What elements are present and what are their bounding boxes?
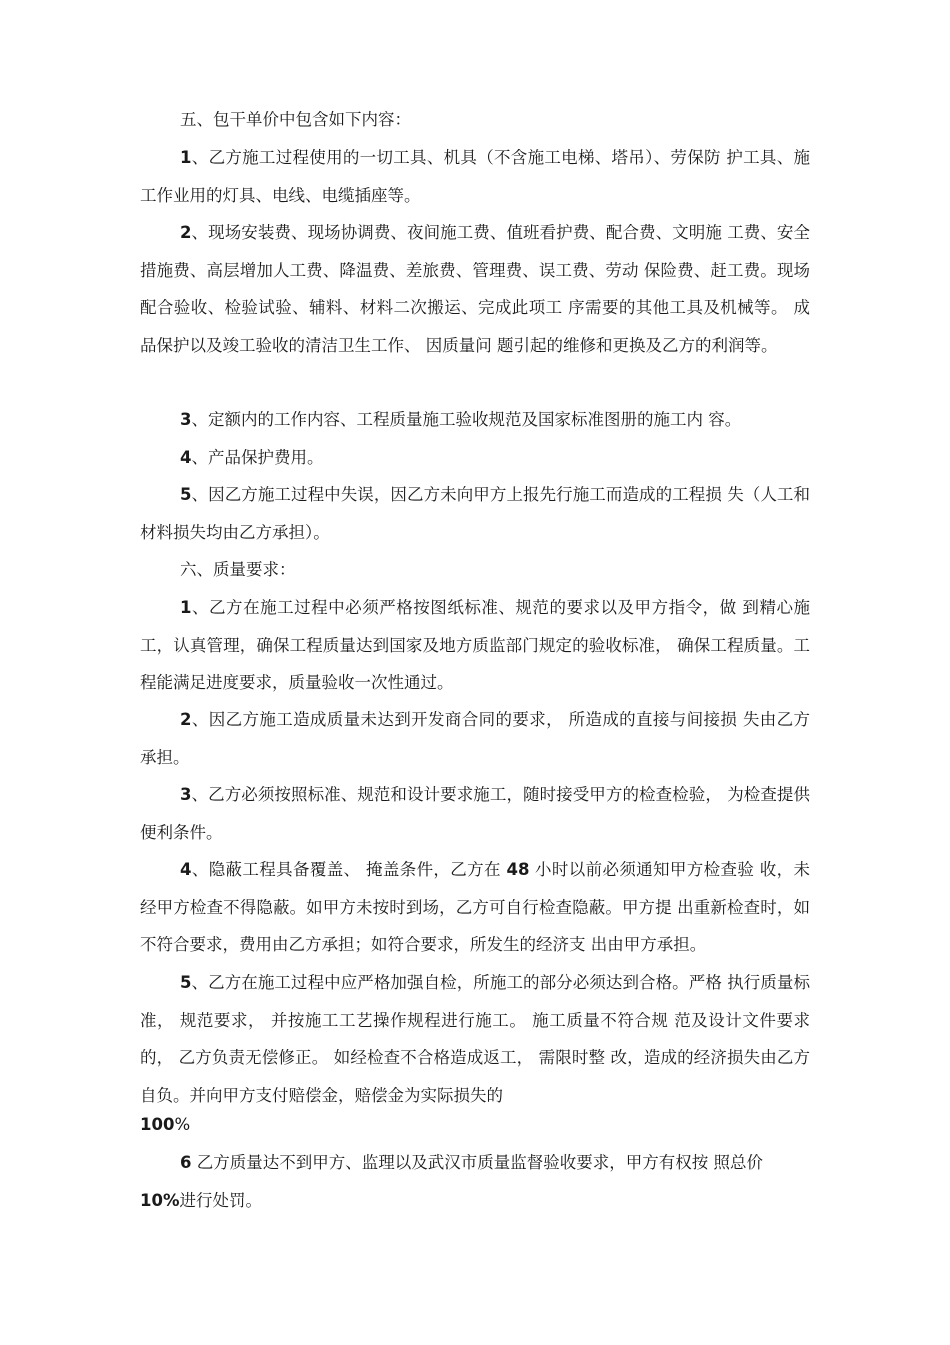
section5-heading — [140, 101, 810, 139]
item-text: 、现场安装费、现场协调费、夜间施工费、值班看护费、配合费、文明施 工费、安全措施费、高层增加人工费、降温费、差旅费、管理费、误工费、劳动 保险费、赶工费。现场配合验收、检验试验、辅料、材料二次搬运、完成此项工 序需要的其他工具及机械等。 成品保护以及竣工验收的清洁卫生工作、 因质量问 题引起的维修和更换及乙方的利润等。 — [140, 223, 810, 355]
item-text: 乙方质量达不到甲方、监理以及武汉市质量监督验收要求，甲方有权按 照总价 — [191, 1153, 763, 1172]
item-number: 4 — [180, 860, 192, 879]
penalty-percentage: 10% — [140, 1191, 180, 1210]
section5-item-1 — [140, 139, 810, 214]
item-number: 1 — [180, 148, 192, 167]
section6-item-2 — [140, 701, 810, 776]
section5-heading-text: 五、包干单价中包含如下内容： — [180, 110, 411, 129]
percentage-line — [140, 1114, 190, 1136]
percentage-value: 100 — [140, 1115, 175, 1134]
section6-heading-text: 六、质量要求： — [180, 560, 296, 579]
item-number: 5 — [180, 973, 192, 992]
item-number: 6 — [180, 1153, 192, 1172]
section6-item-4 — [140, 851, 810, 964]
item-text: 、乙方施工过程使用的一切工具、机具（不含施工电梯、塔吊）、劳保防 护工具、施工作业用的灯具、电线、电缆插座等。 — [140, 148, 810, 205]
penalty-text: 进行处罚。 — [179, 1191, 262, 1210]
section5-item-3 — [140, 401, 810, 439]
section5-item-2 — [140, 214, 810, 364]
item-number: 3 — [180, 785, 192, 804]
item-text: 小时以前必须通知甲方检查验 收，未经甲方检查不得隐蔽。如甲方未按时到场，乙方可自行检查隐蔽。甲方提 出重新检查时，如不符合要求，费用由乙方承担；如符合要求，所发生的经济支 出由甲方承担。 — [140, 860, 810, 954]
item-text: 、隐蔽工程具备覆盖、 掩盖条件，乙方在 — [191, 860, 507, 879]
item-number: 5 — [180, 485, 192, 504]
item-text: 、产品保护费用。 — [191, 448, 324, 467]
item-text: 、乙方在施工过程中必须严格按图纸标准、规范的要求以及甲方指令，做 到精心施工，认真管理，确保工程质量达到国家及地方质监部门规定的验收标准， 确保工程质量。工程能满足进度要求，质量验收一次性通过。 — [140, 598, 810, 692]
item-number: 2 — [180, 710, 192, 729]
section5-item-5 — [140, 476, 810, 551]
section6-heading — [140, 551, 810, 589]
section6-item-5 — [140, 964, 810, 1114]
hours-value: 48 — [506, 860, 530, 879]
item-text: 、乙方必须按照标准、规范和设计要求施工，随时接受甲方的检查检验， 为检查提供便利条件。 — [140, 785, 810, 842]
item-number: 2 — [180, 223, 192, 242]
penalty-line — [140, 1190, 262, 1212]
item-number: 3 — [180, 410, 192, 429]
item-text: 、定额内的工作内容、工程质量施工验收规范及国家标准图册的施工内 容。 — [191, 410, 742, 429]
item-number: 4 — [180, 448, 192, 467]
section5-item-4 — [140, 439, 810, 477]
percentage-sign: % — [174, 1115, 191, 1134]
section6-item-1 — [140, 589, 810, 702]
item-text: 、因乙方施工过程中失误，因乙方未向甲方上报先行施工而造成的工程损 失（人工和材料损失均由乙方承担）。 — [140, 485, 810, 542]
section6-item-6 — [140, 1144, 810, 1182]
item-text: 、乙方在施工过程中应严格加强自检，所施工的部分必须达到合格。严格 执行质量标准， 规范要求， 并按施工工艺操作规程进行施工。 施工质量不符合规 范及设计文件要求的， 乙方负责无偿修正。 如经检查不合格造成返工， 需限时整 改，造成的经济损失由乙方自负。并向甲方支付赔偿金，赔偿金为实际损失的 — [140, 973, 810, 1105]
item-text: 、因乙方施工造成质量未达到开发商合同的要求， 所造成的直接与间接损 失由乙方承担。 — [140, 710, 810, 767]
section6-item-3 — [140, 776, 810, 851]
item-number: 1 — [180, 598, 192, 617]
